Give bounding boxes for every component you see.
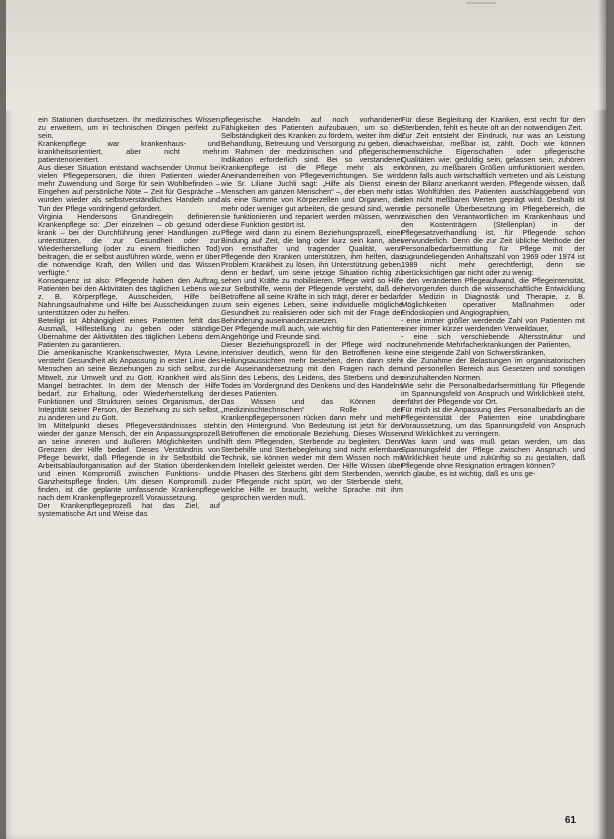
paragraph: Was kann und was muß getan werden, um das Spannungsfeld der Pflege zwischen Anspruch und Wirklichkeit heute und zukünftig so zu gestalten, daß Pflegende ohne Resignation ertragen können? [401,436,585,471]
paragraph: Das Wissen und das Können der „medizinischtechnischen“ Rolle der Krankenpflegepersonen rücken dann mehr und mehr in den Hintergrund. Von Bedeutung ist jetzt für den Betroffenen die emotionale Beziehung. Dieses Wissen hilft dem Pflegenden, Sterbende zu begleiten. Denn Sterbehilfe und Sterbebegleitung sind nicht erlernbare Technik, sie können weder mit dem Wissen noch mit dem Intellekt geleistet werden. Der Hilfe Wissen über die Phasen des Sterbens gibt dem Sterbenden, wenn der Pflegende nicht spürt, wo der Sterbende steht, welche Hilfe er braucht, welche Sprache mit ihm gesprochen werden muß. [221,396,403,503]
paragraph: Ich glaube, es ist wichtig, daß es uns ge- [401,469,536,479]
paragraph: pflegerische Handeln auf noch vorhandenen Fähigkeiten des Patienten aufzubauen, um so die Selbständigkeit des Kranken zu fördern, weiter ihm die Behandlung, Betreuung und Versorgung zu geben, die im Rahmen der medizinischen und pflegerischen Indikation erforderlich sind. Bei so verstandener Krankenpflege ist die Pflege mehr als ein Aneinanderreihen von Pflegeverrichtungen. Sie wird, wie Sr. Liliane Juchli sagt: „Hilfe als Dienst eines Menschen am ganzen Menschen“ –, der eben mehr ist als eine Summe von Körperzellen und Organen, die mehr oder weniger gut arbeiten, die gesund sind, wenn sie funktionieren und repariert werden müssen, wenn diese Funktion gestört ist. [221,115,403,229]
paragraph: Krankenpflege war krankenhaus- und krankheitsorientiert, aber nicht mehr patientenorientiert. [38,139,220,165]
paragraph: Virginia Hendersons Grundregeln definieren Krankenpflege so: „Der einzelnen – ob gesund oder krank – bei der Durchführung jener Handlungen zu unterstützen, die zur Gesundheit oder zur Wiederherstellung (oder zu einem friedlichen Tod) beitragen, die er selbst ausführen würde, wenn er über die notwendige Kraft, den Willen und das Wissen verfügte.“ [38,211,220,277]
list-item: - eine sich verschiebende Altersstruktur und zunehmende Mehrfacherkrankungen der Patienten, [401,332,585,350]
paragraph: Wie sehr die Personalbedarfsermittlung für Pflegende im Spannungsfeld von Anspruch und Wirklichkeit steht, erfährt der Pflegende vor Ort. [401,380,585,406]
paragraph: Beteiligt ist Abhängigkeit eines Patienten fehlt das Ausmaß, Hilfestellung zu geben oder ständige Übernahme der Aktivitäten des täglichen Lebens dem Patienten zu garantieren. [38,316,220,350]
scan-artifact [466,2,496,4]
paragraph: Die amerikanische Krankenschwester, Myra Levine, versteht Gesundheit als Anpassung in erster Linie des Menschen an seine Beziehungen zu sich selbst, zur Mitwelt, zur Umwelt und zu Gott. Krankheit wird als Mangel betrachtet. In dem der Mensch der Hilfe bedarf, zur Erhaltung, oder Wiederherstellung der Funktionen und Strukturen seines Organismus, der Integrität seiner Person, der Beziehung zu sich selbst, zu anderen und zu Gott. [38,348,220,422]
paragraph: Zur Zeit entsteht der Eindruck, nur was an Leistung nachweisbar, meßbar ist, zählt. Doch wie können menschliche Eigenschaften oder pflegerische Qualitäten wie: geduldig sein, gelassen sein, zuhören können, zu meßbaren Größen umfunktioniert werden, denn falls auch wirtschaftlich vertreten und als Leistung in der Bilanz anerkannt werden. Pflegende wissen, daß das Wohlfühlen des Patienten ausschlaggebend von den nicht meßbaren Werten geprägt wird. Deshalb ist die personelle Überbesetzung im Pflegebereich, die zwischen den Verantwortlichen im Krankenhaus und den Kostenträgern (Stellenplan) in der Pflegesatzverhandlung ist, für Pflegende schon verwunderlich. Denn die zur Zeit übliche Methode der Personalbedarfsermittlung für Pflege mit der zugrundeliegenden Anhaltszahl von 1969 oder 1974 ist 1989 nicht mehr gerechtfertigt, denn sie berücksichtigen gar nicht oder zu wenig: [401,131,585,277]
paragraph: Für diese Begleitung der Kranken, erst recht für den Sterbenden, fehlt es heute oft an der notwendigen Zeit. [401,115,585,133]
paragraph: ein Stationen durchsetzen. Ihr medizinisches Wissen zu erweitern, um in technischen Dingen perfekt zu sein. [38,115,220,141]
blank-top-area [6,0,606,110]
binding-shadow [598,0,606,839]
list-item: - eine immer größer werdende Zahl von Patienten mit einer immer kürzer werdenden Verweildauer, [401,316,585,334]
paragraph: Pflege wird dann zu einem Beziehungsprozeß, einer Bindung auf Zeit, die lang oder kurz sein kann, aber von ernsthafter und tragender Qualität, wenn Pflegende den Kranken unterstützen, ihm helfen, das Problem Krankheit zu lösen, ihn Unterstützung geben, denn er bedarf, um seine jetzige Situation richtig zu sehen und Kräfte zu mobilisieren. Pflege wird so Hilfe zur Selbsthilfe, wenn der Pflegende versteht, daß der Betroffene all seine Kräfte in sich trägt, derer er bedarf, um sein eigenes Leben, seine individuelle mögliche Gesundheit zu realisieren oder sich mit der Frage der Behinderung auseinanderzusetzen. [221,227,403,326]
paragraph: Im Mittelpunkt dieses Pflegeverständnisses steht wieder der ganze Mensch, der ein Anpassungsprozeß an seine inneren und äußeren Möglichkeiten und Grenzen der Hilfe bedarf. Dieses Verständnis von Pflege bewirkt, daß Pflegende in ihr Selbstbild die Arbeitsablauforganisation auf der Station überdenken und einen Kompromiß zwischen Funktions- und Ganzheitspflege finden. Um diesen Kompromiß zu finden, ist die geplante umfassende Krankenpflege nach dem Krankenpflegeprozeß Voraussetzung. [38,420,220,503]
page-number: 61 [564,815,576,826]
list-item: - eine steigende Zahl von Schwerstkranken, [401,348,546,358]
text-column-2 [221,116,403,502]
list-item: - den veränderten Pflegeaufwand, die Pflegeintensität, hervorgerufen durch die wissenschaftliche Entwicklung der Medizin in Diagnostik und Therapie, z. B. Möglichkeiten operativer Maßnahmen oder Endoskopien und Angiographien, [401,275,585,318]
paragraph: Aus dieser Situation entstand wachsender Unmut bei vielen Pflegepersonen, die ihren Patienten wieder mehr Zuwendung und Sorge für sein Wohlbefinden – Eingehen auf persönliche Nöte – Zeit für Gespräche – wurden wieder als selbstverständliches Handeln und Tun der Pflege vordringend gefordert. [38,163,220,213]
document-page [6,0,606,839]
paragraph: Der Pflegende muß auch, wie wichtig für den Patienten Angehörige und Freunde sind. [221,324,403,342]
list-item: - die Zunahme der Belastungen im organisatorischen und personellen Bereich aus Gesetzen und sonstigen einzuhaltenden Normen. [401,356,585,382]
paragraph: Der Krankenpflegeprozeß hat das Ziel, auf systematische Art und Weise das [38,501,220,519]
paragraph: Für mich ist die Anpassung des Personalbedarfs an die Pflegeintensität der Patienten eine unabdingbare Voraussetzung, um das Spannungsfeld von Anspruch und Wirklichkeit zu verringern. [401,404,585,438]
text-column-3 [401,116,585,478]
paragraph: Dieser Beziehungsprozeß in der Pflege wird noch intensiver deutlich, wenn für den Betroffenen keine Heilungsaussichten mehr bestehen, denn dann steht die Auseinandersetzung mit den Fragen nach dem Sinn des Lebens, des Leidens, des Sterbens und des Todes im Vordergrund des Denkens und des Handelns dieses Patienten. [221,340,403,398]
paragraph: Konsequenz ist also: Pflegende haben den Auftrag, Patienten bei den Aktivitäten des täglichen Lebens wie z. B. Körperpflege, Ausscheiden, Hilfe bei Nahrungsaufnahme und Hilfe bei Ausscheidungen zu unterstützen oder zu helfen. [38,275,220,318]
text-column-1 [38,116,220,518]
